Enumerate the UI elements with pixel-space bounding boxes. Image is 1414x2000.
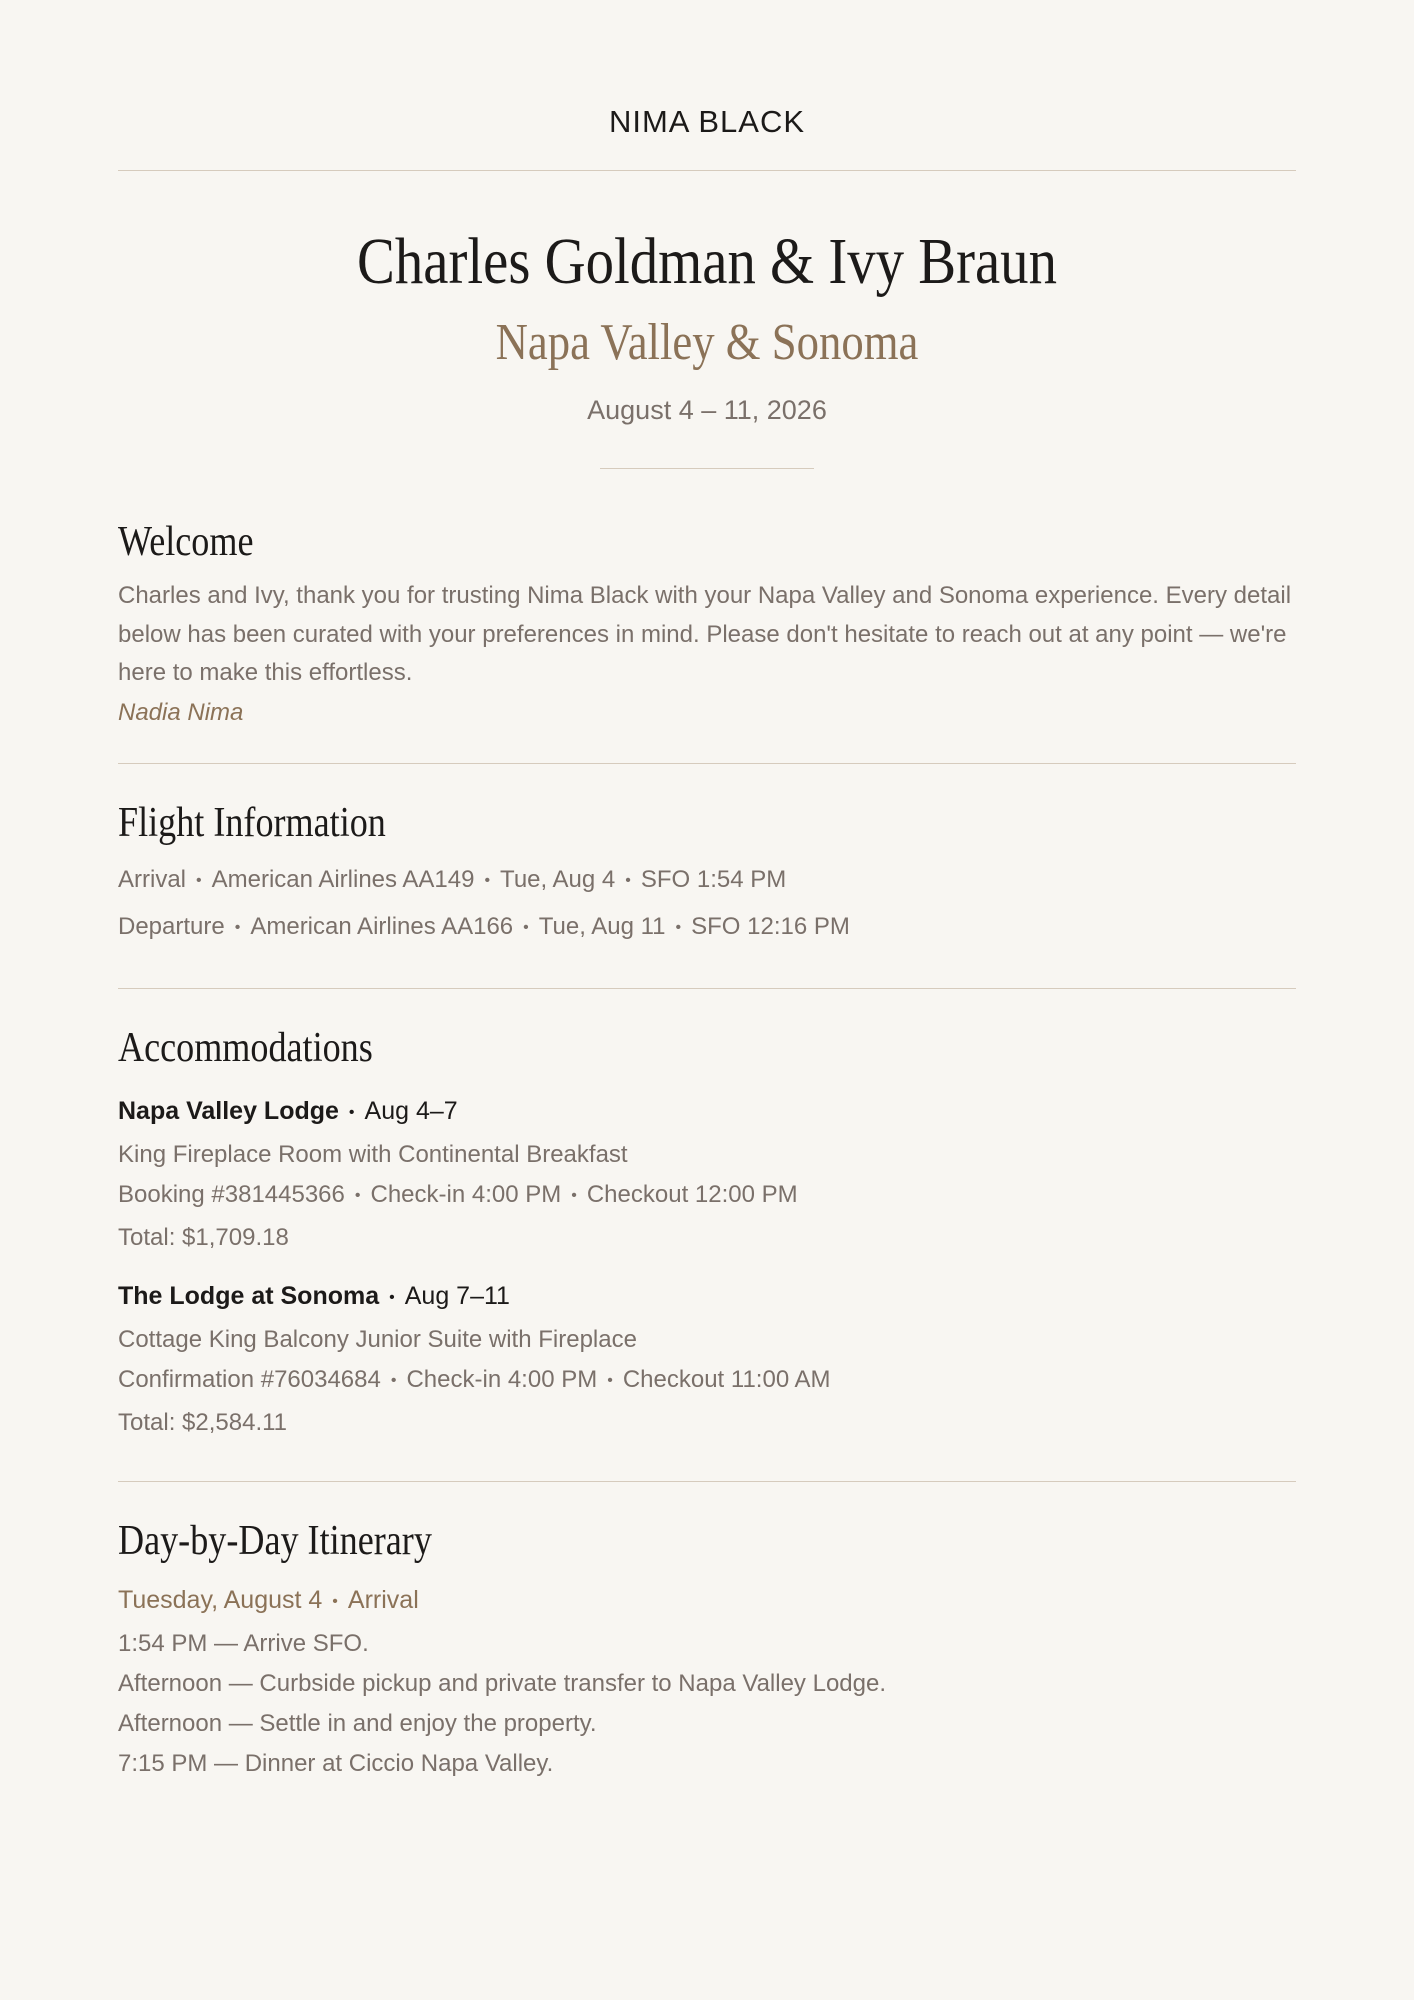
booking-total: Total: $1,709.18 — [118, 1223, 289, 1251]
day-heading — [118, 1580, 1296, 1624]
welcome-heading: Welcome — [118, 519, 254, 565]
brand-name: NIMA BLACK — [608, 104, 806, 139]
check-in-time: Check-in 4:00 PM — [370, 1180, 562, 1208]
welcome-message: Charles and Ivy, thank you for trusting Nima Black with your Napa Valley and Sonoma experience. Every detail below has been curated with your preferences in mind. Please don't hesitate to reach out at any point — we're here to make this effortless. — [118, 582, 1292, 686]
separator-dot: • — [390, 1371, 397, 1389]
flight-date: Tue, Aug 11 — [538, 912, 666, 940]
separator-dot: • — [354, 1186, 361, 1204]
signature: Nadia Nima — [118, 698, 244, 726]
booking-total: Total: $2,584.11 — [118, 1408, 288, 1436]
separator-dot: • — [196, 871, 202, 889]
room-type: Cottage King Balcony Junior Suite with Fireplace — [118, 1325, 637, 1353]
flight-time: SFO 12:16 PM — [691, 912, 850, 940]
itinerary-entry: 1:54 PM — Arrive SFO. — [118, 1629, 369, 1657]
itinerary-entry: Afternoon — Settle in and enjoy the property. — [118, 1709, 597, 1737]
flight-arrival — [118, 860, 1296, 903]
checkout-time: Checkout 11:00 AM — [622, 1365, 831, 1393]
lodging-name: Napa Valley Lodge — [118, 1096, 339, 1125]
accommodations-heading: Accommodations — [118, 1024, 373, 1071]
separator-dot: • — [234, 918, 241, 936]
lodging-dates: Aug 7–11 — [404, 1281, 510, 1310]
booking-details — [118, 1175, 1296, 1218]
section-divider — [118, 988, 1296, 989]
booking-number: Booking #381445366 — [118, 1180, 345, 1208]
separator-dot: • — [484, 871, 491, 889]
section-divider — [118, 763, 1296, 764]
separator-dot: • — [625, 871, 631, 889]
itinerary-entry: Afternoon — Curbside pickup and private transfer to Napa Valley Lodge. — [118, 1669, 886, 1697]
trip-dates: August 4 – 11, 2026 — [587, 395, 827, 425]
flight-heading: Flight Information — [118, 799, 386, 846]
checkout-time: Checkout 12:00 PM — [586, 1180, 798, 1208]
client-names: Charles Goldman & Ivy Braun — [357, 225, 1057, 298]
destination: Napa Valley & Sonoma — [495, 314, 919, 371]
itinerary-section — [118, 1517, 1296, 1784]
separator-dot: • — [675, 918, 682, 936]
room-type: King Fireplace Room with Continental Breakfast — [118, 1140, 628, 1168]
lodging-title — [118, 1276, 1296, 1320]
header-divider — [118, 170, 1296, 171]
booking-details — [118, 1360, 1296, 1403]
separator-dot: • — [389, 1288, 395, 1306]
separator-dot: • — [607, 1371, 613, 1389]
flight-section — [118, 799, 1296, 950]
separator-dot: • — [348, 1103, 355, 1121]
flight-type: Arrival — [118, 865, 187, 893]
separator-dot: • — [523, 918, 529, 936]
check-in-time: Check-in 4:00 PM — [406, 1365, 598, 1393]
itinerary-entry: 7:15 PM — Dinner at Ciccio Napa Valley. — [118, 1749, 554, 1777]
separator-dot: • — [332, 1592, 338, 1610]
flight-date: Tue, Aug 4 — [500, 865, 616, 893]
flight-time: SFO 1:54 PM — [640, 865, 787, 893]
lodging-card — [118, 1091, 1296, 1258]
confirmation-number: Confirmation #76034684 — [118, 1365, 381, 1393]
flight-number: American Airlines AA149 — [211, 865, 475, 893]
accommodations-section — [118, 1024, 1296, 1443]
lodging-title — [118, 1091, 1296, 1135]
lodging-dates: Aug 4–7 — [364, 1096, 458, 1125]
flight-departure — [118, 907, 1296, 950]
title-divider — [600, 468, 814, 469]
lodging-name: The Lodge at Sonoma — [118, 1281, 380, 1310]
lodging-card — [118, 1276, 1296, 1443]
separator-dot: • — [571, 1186, 577, 1204]
section-divider — [118, 1481, 1296, 1482]
day-date: Tuesday, August 4 — [118, 1585, 323, 1614]
flight-number: American Airlines AA166 — [250, 912, 514, 940]
welcome-section — [118, 521, 1296, 727]
itinerary-document — [118, 0, 1296, 1784]
day-label: Arrival — [347, 1585, 419, 1614]
flight-type: Departure — [118, 912, 225, 940]
itinerary-heading: Day-by-Day Itinerary — [118, 1517, 432, 1564]
